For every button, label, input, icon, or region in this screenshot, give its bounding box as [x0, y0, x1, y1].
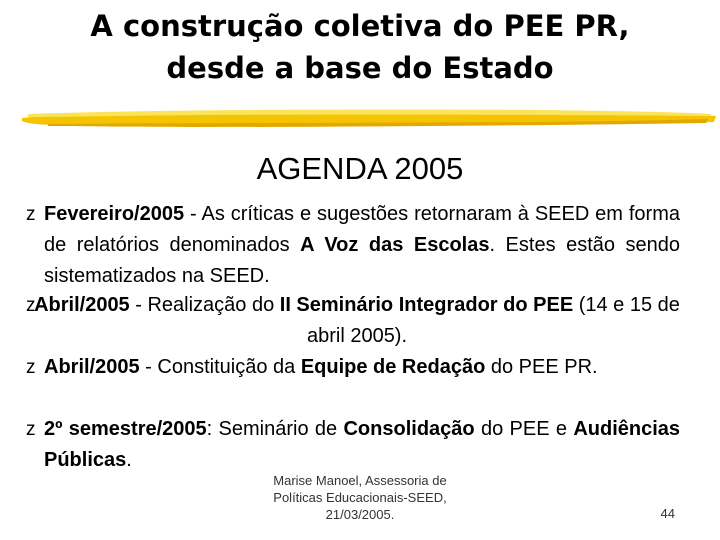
agenda-item-abril-equipe: z Abril/2005 - Constituição da Equipe de Redação do PEE PR. [44, 352, 680, 383]
item-date: Abril/2005 [34, 294, 130, 316]
footer-date: 21/03/2005. [325, 507, 395, 522]
page-number: 44 [660, 506, 675, 521]
z-bullet-icon: z [26, 357, 36, 378]
agenda-item-abril-seminario: z Abril/2005 - Realização do II Seminário Integrador do PEE (14 e 15 de abril 2005). [44, 290, 680, 352]
item-date: Fevereiro/2005 [44, 203, 185, 225]
slide-title-line-2: desde a base do Estado [166, 51, 554, 85]
item-date: 2º semestre/2005 [44, 418, 207, 440]
item-date: Abril/2005 [44, 356, 140, 378]
footer-department: Políticas Educacionais-SEED, [273, 490, 447, 505]
z-bullet-icon: z [26, 419, 36, 440]
z-bullet-icon: z [26, 295, 36, 316]
footer-author: Marise Manoel, Assessoria de [273, 473, 447, 488]
agenda-item-segundo-semestre: z 2º semestre/2005: Seminário de Consolidação do PEE e Audiências Públicas. [44, 414, 680, 476]
agenda-heading: AGENDA 2005 [256, 151, 464, 186]
brush-stroke-divider [18, 104, 718, 132]
z-bullet-icon: z [26, 204, 36, 225]
agenda-item-fevereiro: z Fevereiro/2005 - As críticas e sugestões retornaram à SEED em forma de relatórios denominados A Voz das Escolas. Estes estão sendo sistematizados na SEED. [44, 199, 680, 292]
slide-title-line-1: A construção coletiva do PEE PR, [90, 9, 630, 43]
slide-footer [232, 472, 488, 523]
